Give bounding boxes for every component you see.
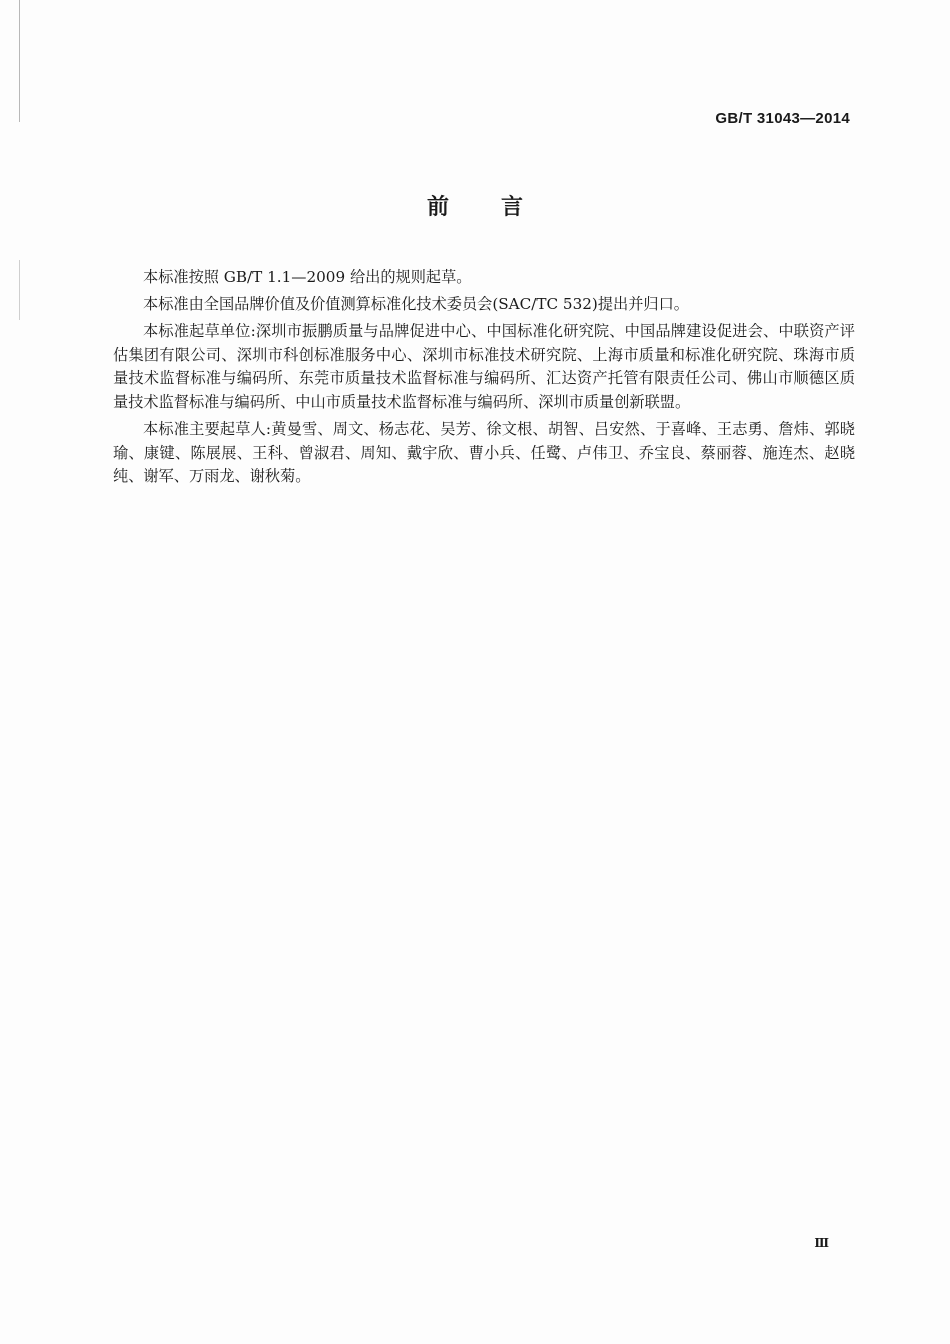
page-number: Ⅲ [814,1236,828,1250]
paragraph-drafters: 本标准主要起草人:黄曼雪、周文、杨志花、吴芳、徐文根、胡智、吕安然、于喜峰、王志勇、詹炜、郭晓瑜、康键、陈展展、王科、曾淑君、周知、戴宇欣、曹小兵、任鹭、卢伟卫、乔宝良、蔡丽蓉、施连杰、赵晓纯、谢军、万雨龙、谢秋菊。 [113,420,855,486]
foreword-body [113,266,855,492]
scan-edge-line-lower [19,260,20,320]
scan-edge-line [19,0,20,122]
paragraph-drafting-units: 本标准起草单位:深圳市振鹏质量与品牌促进中心、中国标准化研究院、中国品牌建设促进会、中联资产评估集团有限公司、深圳市科创标准服务中心、深圳市标准技术研究院、上海市质量和标准化研究院、珠海市质量技术监督标准与编码所、东莞市质量技术监督标准与编码所、汇达资产托管有限责任公司、佛山市顺德区质量技术监督标准与编码所、中山市质量技术监督标准与编码所、深圳市质量创新联盟。 [113,322,855,411]
paragraph-proposer: 本标准由全国品牌价值及价值测算标准化技术委员会(SAC/TC 532)提出并归口。 [143,295,689,314]
page-title: 前言 [426,195,575,220]
paragraph-drafting-rules: 本标准按照 GB/T 1.1—2009 给出的规则起草。 [143,268,472,286]
standard-number: GB/T 31043—2014 [715,110,850,127]
